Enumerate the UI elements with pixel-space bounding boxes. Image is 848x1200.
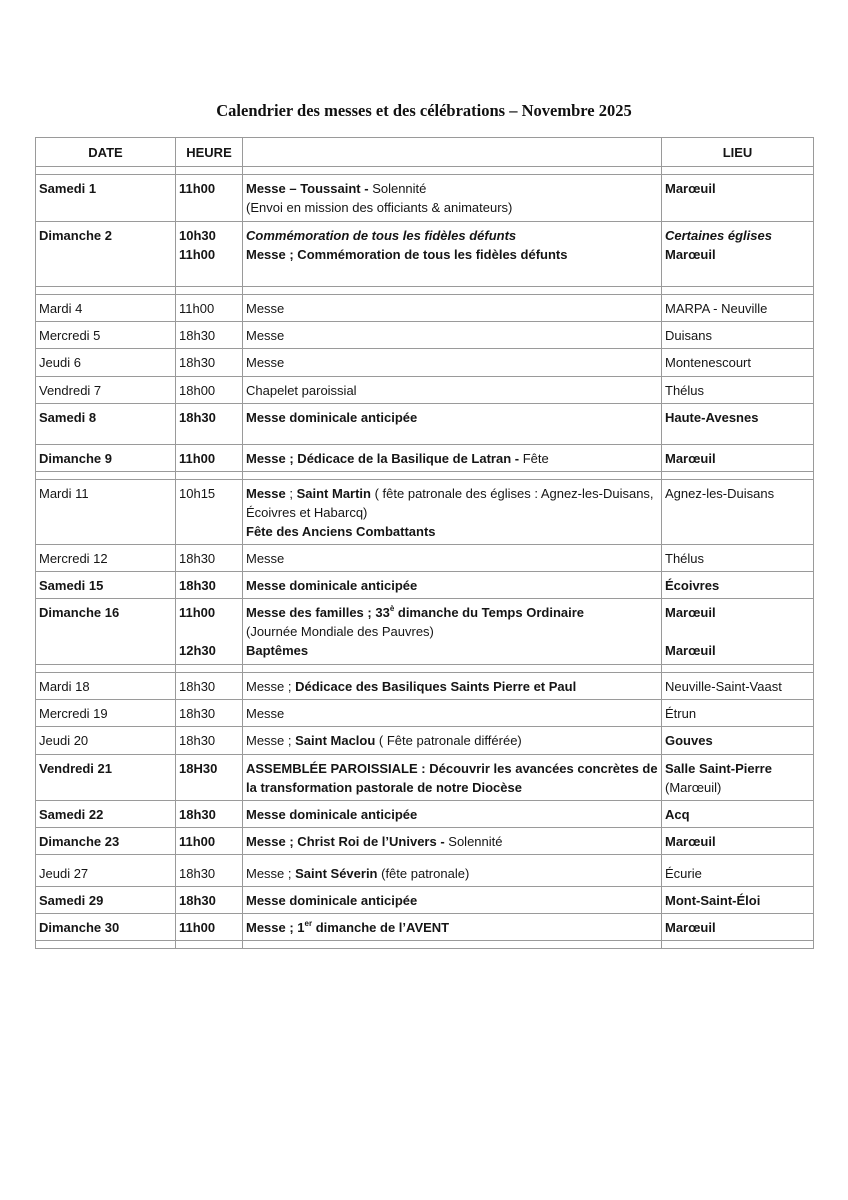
celebration-text: Solennité <box>448 834 503 849</box>
time-text: 18h30 <box>179 866 216 881</box>
location-cell <box>662 887 814 914</box>
celebration-text: Saint Martin <box>296 486 371 501</box>
celebration-text: Messe <box>246 328 285 343</box>
time-cell <box>176 860 243 887</box>
celebration-cell <box>243 175 662 222</box>
column-header-date: DATE <box>36 138 176 167</box>
lieu-text: Acq <box>665 807 690 822</box>
spacer-row <box>36 941 814 949</box>
celebration-text: Baptêmes <box>246 643 309 658</box>
date-cell: Mercredi 19 <box>36 700 176 727</box>
time-cell <box>176 480 243 545</box>
column-header-celebration <box>243 138 662 167</box>
table-row <box>36 572 814 599</box>
lieu-text: Certaines églises <box>665 228 772 243</box>
spacer-cell <box>243 167 662 175</box>
celebration-text: Messe <box>246 355 285 370</box>
celebration-cell <box>243 445 662 472</box>
table-row <box>36 727 814 755</box>
spacer-cell <box>36 167 176 175</box>
table-row <box>36 404 814 445</box>
spacer-cell <box>176 665 243 673</box>
location-cell <box>662 222 814 287</box>
celebration-text: Messe dominicale anticipée <box>246 893 418 908</box>
spacer-cell <box>662 665 814 673</box>
location-cell <box>662 445 814 472</box>
table-row <box>36 222 814 287</box>
celebration-text: dimanche du Temps Ordinaire <box>394 605 585 620</box>
celebration-text: Messe dominicale anticipée <box>246 807 418 822</box>
location-cell <box>662 860 814 887</box>
time-text: 18h30 <box>179 706 216 721</box>
celebration-cell <box>243 222 662 287</box>
spacer-row <box>36 472 814 480</box>
table-row <box>36 700 814 727</box>
time-text: 18H30 <box>179 761 218 776</box>
celebration-text: Messe <box>246 301 285 316</box>
date-cell: Dimanche 9 <box>36 445 176 472</box>
table-body <box>36 167 814 949</box>
time-text: 11h00 <box>179 834 216 849</box>
spacer-cell <box>176 941 243 949</box>
spacer-cell <box>176 472 243 480</box>
time-cell <box>176 727 243 755</box>
date-cell: Samedi 22 <box>36 801 176 828</box>
spacer-cell <box>36 472 176 480</box>
time-text: 18h30 <box>179 679 216 694</box>
lieu-text: Écoivres <box>665 578 720 593</box>
location-cell <box>662 572 814 599</box>
celebration-cell <box>243 572 662 599</box>
celebration-cell <box>243 599 662 665</box>
celebration-cell <box>243 801 662 828</box>
table-row <box>36 377 814 404</box>
table-row <box>36 673 814 700</box>
date-cell: Dimanche 16 <box>36 599 176 665</box>
spacer-row <box>36 665 814 673</box>
date-cell: Samedi 1 <box>36 175 176 222</box>
time-cell <box>176 801 243 828</box>
celebration-text: Messe <box>246 706 285 721</box>
spacer-cell <box>36 287 176 295</box>
celebration-text: Messe ; Dédicace de la Basilique de Latran - <box>246 451 523 466</box>
lieu-text: Marœuil <box>665 643 716 658</box>
time-cell <box>176 828 243 855</box>
time-cell <box>176 349 243 377</box>
spacer-cell <box>243 941 662 949</box>
lieu-text: Neuville-Saint-Vaast <box>665 679 782 694</box>
time-cell <box>176 404 243 445</box>
celebration-text: ( fête patronale des églises : Agnez-les-Duisans, Écoivres et Habarcq) <box>246 486 654 520</box>
spacer-cell <box>243 472 662 480</box>
time-text <box>179 622 239 641</box>
celebration-text: dimanche de l’AVENT <box>312 920 450 935</box>
lieu-text: MARPA - Neuville <box>665 301 768 316</box>
celebration-cell <box>243 727 662 755</box>
location-cell <box>662 175 814 222</box>
date-cell: Mercredi 12 <box>36 545 176 572</box>
celebration-text: Solennité <box>372 181 427 196</box>
lieu-text: Marœuil <box>665 834 716 849</box>
lieu-text: Écurie <box>665 866 702 881</box>
time-text: 18h30 <box>179 733 216 748</box>
celebration-text: Messe ; <box>246 733 296 748</box>
celebration-text: Messe ; Christ Roi de l’Univers - <box>246 834 449 849</box>
time-cell <box>176 887 243 914</box>
celebration-text: Fête <box>522 451 549 466</box>
table-row <box>36 914 814 941</box>
celebration-text: Messe <box>246 486 286 501</box>
celebration-text: Commémoration de tous les fidèles défunts <box>246 228 517 243</box>
table-row <box>36 828 814 855</box>
location-cell <box>662 801 814 828</box>
table-header-row <box>36 138 814 167</box>
lieu-text: Marœuil <box>665 247 716 262</box>
table-row <box>36 545 814 572</box>
date-cell: Dimanche 23 <box>36 828 176 855</box>
time-text: 18h30 <box>179 578 216 593</box>
location-cell <box>662 755 814 801</box>
celebration-text: (Envoi en mission des officiants & animateurs) <box>246 200 513 215</box>
spacer-row <box>36 167 814 175</box>
date-cell: Jeudi 6 <box>36 349 176 377</box>
time-cell <box>176 295 243 322</box>
lieu-text: Mont-Saint-Éloi <box>665 893 761 908</box>
celebration-text: ; <box>285 486 297 501</box>
table-row <box>36 175 814 222</box>
celebration-text: Messe ; Commémoration de tous les fidèles défunts <box>246 247 568 262</box>
time-text: 11h00 <box>179 605 216 620</box>
celebration-text: è <box>389 604 395 613</box>
column-header-lieu: LIEU <box>662 138 814 167</box>
table-row <box>36 887 814 914</box>
time-cell <box>176 322 243 349</box>
celebration-text: ASSEMBLÉE PAROISSIALE : Découvrir les avancées concrètes de la transformation pastorale de notre Diocèse <box>246 761 658 795</box>
lieu-text: Marœuil <box>665 451 716 466</box>
date-cell: Jeudi 20 <box>36 727 176 755</box>
lieu-text: Haute-Avesnes <box>665 410 759 425</box>
celebration-text: Messe <box>246 551 285 566</box>
time-cell <box>176 377 243 404</box>
lieu-text: Marœuil <box>665 605 716 620</box>
date-cell: Mercredi 5 <box>36 322 176 349</box>
location-cell <box>662 828 814 855</box>
time-cell <box>176 914 243 941</box>
celebration-text: Chapelet paroissial <box>246 383 357 398</box>
spacer-cell <box>243 287 662 295</box>
lieu-text: Duisans <box>665 328 712 343</box>
table-row <box>36 295 814 322</box>
time-text: 18h30 <box>179 410 216 425</box>
lieu-text: Étrun <box>665 706 697 721</box>
location-cell <box>662 295 814 322</box>
table-row <box>36 755 814 801</box>
time-text: 12h30 <box>179 643 216 658</box>
time-cell <box>176 445 243 472</box>
time-text: 11h00 <box>179 247 216 262</box>
lieu-text: Gouves <box>665 733 713 748</box>
time-text: 18h30 <box>179 328 216 343</box>
date-cell: Mardi 18 <box>36 673 176 700</box>
time-cell <box>176 673 243 700</box>
time-cell <box>176 755 243 801</box>
celebration-text: Messe – Toussaint - <box>246 181 373 196</box>
lieu-text: Montenescourt <box>665 355 751 370</box>
celebration-text: (fête patronale) <box>377 866 470 881</box>
lieu-text: Marœuil <box>665 920 716 935</box>
table-row <box>36 349 814 377</box>
location-cell <box>662 322 814 349</box>
time-text: 11h00 <box>179 451 216 466</box>
celebration-cell <box>243 377 662 404</box>
time-text: 18h00 <box>179 383 216 398</box>
spacer-row <box>36 287 814 295</box>
celebration-cell <box>243 480 662 545</box>
time-cell <box>176 222 243 287</box>
location-cell <box>662 727 814 755</box>
time-text: 11h00 <box>179 181 216 196</box>
date-cell: Samedi 8 <box>36 404 176 445</box>
lieu-text: Agnez-les-Duisans <box>665 486 775 501</box>
date-cell: Vendredi 7 <box>36 377 176 404</box>
celebration-text: Saint Maclou <box>295 733 376 748</box>
date-cell: Samedi 15 <box>36 572 176 599</box>
spacer-cell <box>36 665 176 673</box>
celebration-text: er <box>304 919 313 928</box>
time-text: 18h30 <box>179 551 216 566</box>
location-cell <box>662 700 814 727</box>
celebration-cell <box>243 349 662 377</box>
lieu-text: Thélus <box>665 383 705 398</box>
celebration-text: Saint Séverin <box>295 866 378 881</box>
spacer-cell <box>176 167 243 175</box>
date-cell: Vendredi 21 <box>36 755 176 801</box>
celebration-text: Dédicace des Basiliques Saints Pierre et Paul <box>295 679 577 694</box>
celebration-text: Messe ; 1 <box>246 920 305 935</box>
celebration-cell <box>243 545 662 572</box>
table-row <box>36 445 814 472</box>
time-cell <box>176 545 243 572</box>
spacer-cell <box>243 665 662 673</box>
date-cell: Dimanche 2 <box>36 222 176 287</box>
time-cell <box>176 175 243 222</box>
celebration-text: Fête des Anciens Combattants <box>246 524 436 539</box>
celebration-cell <box>243 755 662 801</box>
lieu-text: Marœuil <box>665 181 716 196</box>
location-cell <box>662 914 814 941</box>
lieu-text: Salle Saint-Pierre <box>665 761 772 776</box>
celebration-cell <box>243 914 662 941</box>
time-text: 18h30 <box>179 355 216 370</box>
celebration-cell <box>243 828 662 855</box>
time-text: 18h30 <box>179 893 216 908</box>
spacer-cell <box>662 287 814 295</box>
table-row <box>36 480 814 545</box>
location-cell <box>662 349 814 377</box>
table-row <box>36 801 814 828</box>
spacer-cell <box>36 941 176 949</box>
time-cell <box>176 599 243 665</box>
date-cell: Mardi 11 <box>36 480 176 545</box>
location-cell <box>662 673 814 700</box>
time-text: 10h30 <box>179 228 216 243</box>
time-cell <box>176 572 243 599</box>
mass-calendar-table <box>35 137 814 949</box>
location-cell <box>662 545 814 572</box>
spacer-cell <box>662 941 814 949</box>
celebration-text: Messe ; <box>246 866 296 881</box>
celebration-cell <box>243 673 662 700</box>
location-cell <box>662 480 814 545</box>
column-header-heure: HEURE <box>176 138 243 167</box>
celebration-text: Messe des familles ; 33 <box>246 605 390 620</box>
date-cell: Dimanche 30 <box>36 914 176 941</box>
date-cell: Jeudi 27 <box>36 860 176 887</box>
location-cell <box>662 377 814 404</box>
table-row <box>36 860 814 887</box>
time-text: 11h00 <box>179 920 216 935</box>
time-cell <box>176 700 243 727</box>
spacer-cell <box>662 167 814 175</box>
table-row <box>36 599 814 665</box>
celebration-cell <box>243 295 662 322</box>
time-text: 18h30 <box>179 807 216 822</box>
location-cell <box>662 404 814 445</box>
spacer-cell <box>176 287 243 295</box>
spacer-cell <box>662 472 814 480</box>
celebration-text: Messe ; <box>246 679 296 694</box>
location-cell <box>662 599 814 665</box>
celebration-cell <box>243 404 662 445</box>
time-text: 11h00 <box>179 301 215 316</box>
lieu-text: (Marœuil) <box>665 780 722 795</box>
celebration-cell <box>243 887 662 914</box>
celebration-cell <box>243 322 662 349</box>
date-cell: Samedi 29 <box>36 887 176 914</box>
celebration-text: Messe dominicale anticipée <box>246 410 418 425</box>
table-row <box>36 322 814 349</box>
celebration-text: (Journée Mondiale des Pauvres) <box>246 624 434 639</box>
celebration-cell <box>243 860 662 887</box>
celebration-cell <box>243 700 662 727</box>
date-cell: Mardi 4 <box>36 295 176 322</box>
celebration-text: ( Fête patronale différée) <box>375 733 522 748</box>
page-title: Calendrier des messes et des célébrations – Novembre 2025 <box>216 101 632 120</box>
celebration-text: Messe dominicale anticipée <box>246 578 418 593</box>
lieu-text: Thélus <box>665 551 705 566</box>
time-text: 10h15 <box>179 486 216 501</box>
